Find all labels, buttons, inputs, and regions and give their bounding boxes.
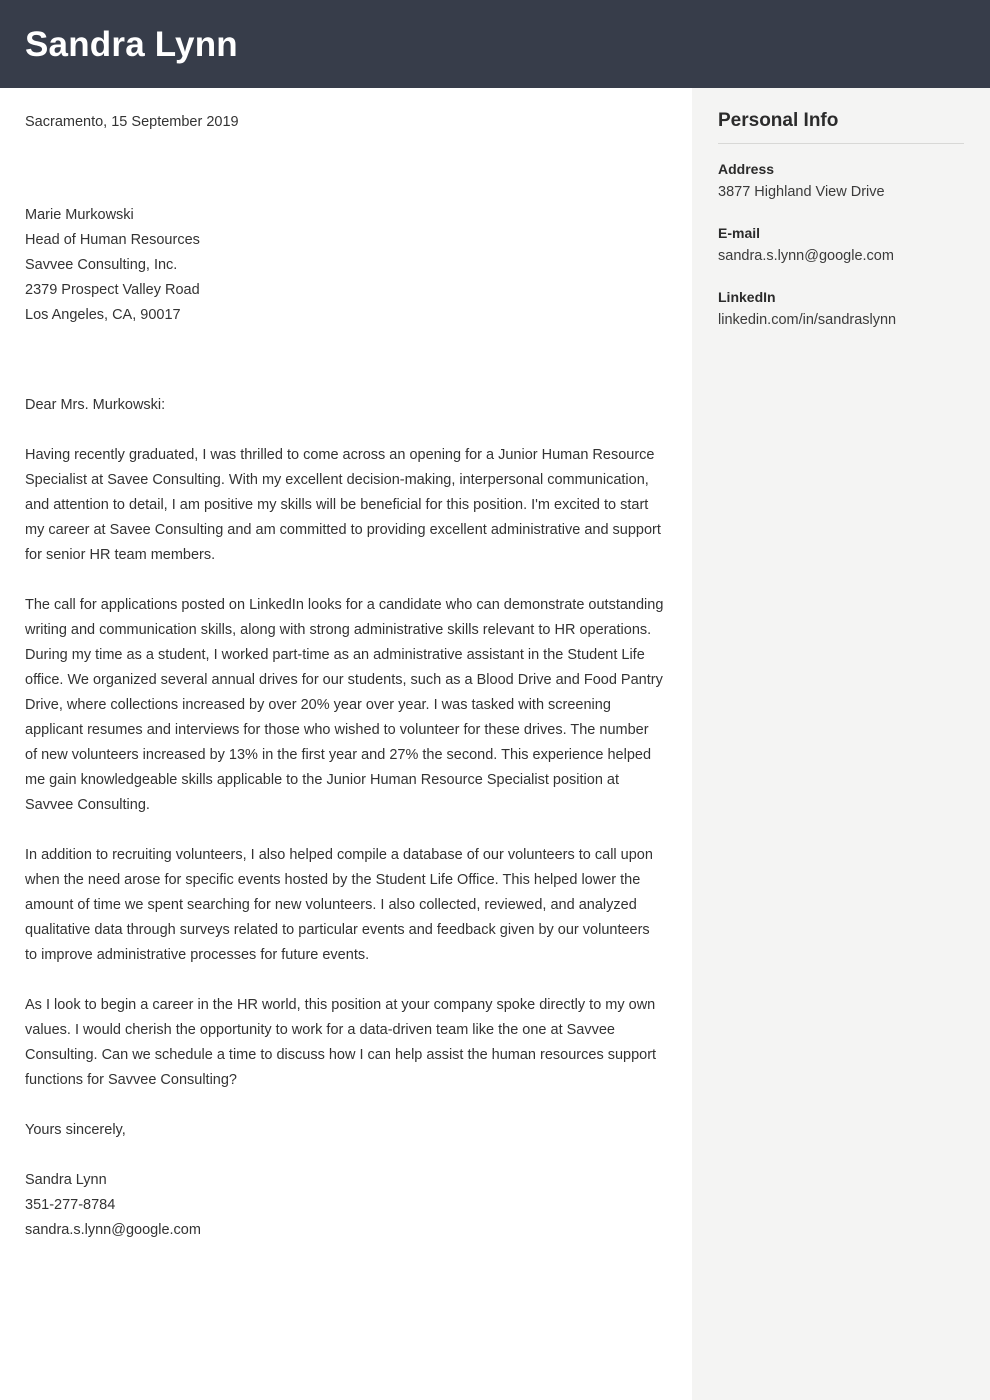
signature-phone: 351-277-8784 <box>25 1197 116 1213</box>
recipient-line: Savvee Consulting, Inc. <box>25 257 178 273</box>
letter-paragraph: As I look to begin a career in the HR world, this position at your company spoke directly to my own values. I would cherish the opportunity to work for a data-driven team like the one at Savvee Consulting. Can we schedule a time to discuss how I can help assist the human resources support functions for Savvee Consulting? <box>25 997 657 1088</box>
info-value: 3877 Highland View Drive <box>718 183 885 200</box>
info-item-email <box>718 222 964 268</box>
signature-name: Sandra Lynn <box>25 1172 107 1188</box>
info-item-linkedin <box>718 286 964 332</box>
info-item-address <box>718 158 964 204</box>
letter-body-column <box>0 88 692 1400</box>
signature-block <box>25 1168 664 1243</box>
info-label: E-mail <box>718 224 761 241</box>
sidebar-title: Personal Info <box>718 110 839 131</box>
letter-paragraph: The call for applications posted on LinkedIn looks for a candidate who can demonstrate outstanding writing and communication skills, along with strong administrative skills relevant to HR operations. During my time as a student, I worked part-time as an administrative assistant in the Student Life office. We organized several annual drives for our students, such as a Blood Drive and Food Pantry Drive, where collections increased by over 20% year over year. I was tasked with screening applicant resumes and interviews for those who wished to volunteer for these drives. The number of new volunteers increased by 13% in the first year and 27% the second. This experience helped me gain knowledgeable skills applicable to the Junior Human Resource Specialist position at Savvee Consulting. <box>25 597 664 813</box>
recipient-address-block <box>25 203 664 328</box>
recipient-line: Los Angeles, CA, 90017 <box>25 307 181 323</box>
closing-line: Yours sincerely, <box>25 1122 126 1138</box>
letter-paragraph: Having recently graduated, I was thrilled to come across an opening for a Junior Human Resource Specialist at Savee Consulting. With my excellent decision-making, interpersonal communication, and attention to detail, I am positive my skills will be beneficial for this position. I'm excited to start my career at Savee Consulting and am committed to providing excellent administrative and support for senior HR team members. <box>25 447 661 563</box>
letter-content <box>0 88 990 1400</box>
letter-paragraph: In addition to recruiting volunteers, I also helped compile a database of our volunteers to call upon when the need arose for specific events hosted by the Student Life Office. This helped lower the amount of time we spent searching for new volunteers. I also collected, reviewed, and analyzed qualitative data through surveys related to particular events and feedback given by our volunteers to improve administrative processes for future events. <box>25 847 653 963</box>
personal-info-sidebar <box>692 88 990 1400</box>
recipient-line: Marie Murkowski <box>25 207 134 223</box>
info-value: linkedin.com/in/sandraslynn <box>718 311 897 328</box>
info-label: Address <box>718 160 775 177</box>
info-value: sandra.s.lynn@google.com <box>718 247 894 264</box>
sidebar-divider <box>718 143 964 144</box>
recipient-line: 2379 Prospect Valley Road <box>25 282 200 298</box>
recipient-line: Head of Human Resources <box>25 232 200 248</box>
signature-email: sandra.s.lynn@google.com <box>25 1222 201 1238</box>
letter-header-banner <box>0 0 990 88</box>
salutation: Dear Mrs. Murkowski: <box>25 397 166 413</box>
applicant-name: Sandra Lynn <box>25 24 238 64</box>
date-line: Sacramento, 15 September 2019 <box>25 114 239 130</box>
info-label: LinkedIn <box>718 288 776 305</box>
